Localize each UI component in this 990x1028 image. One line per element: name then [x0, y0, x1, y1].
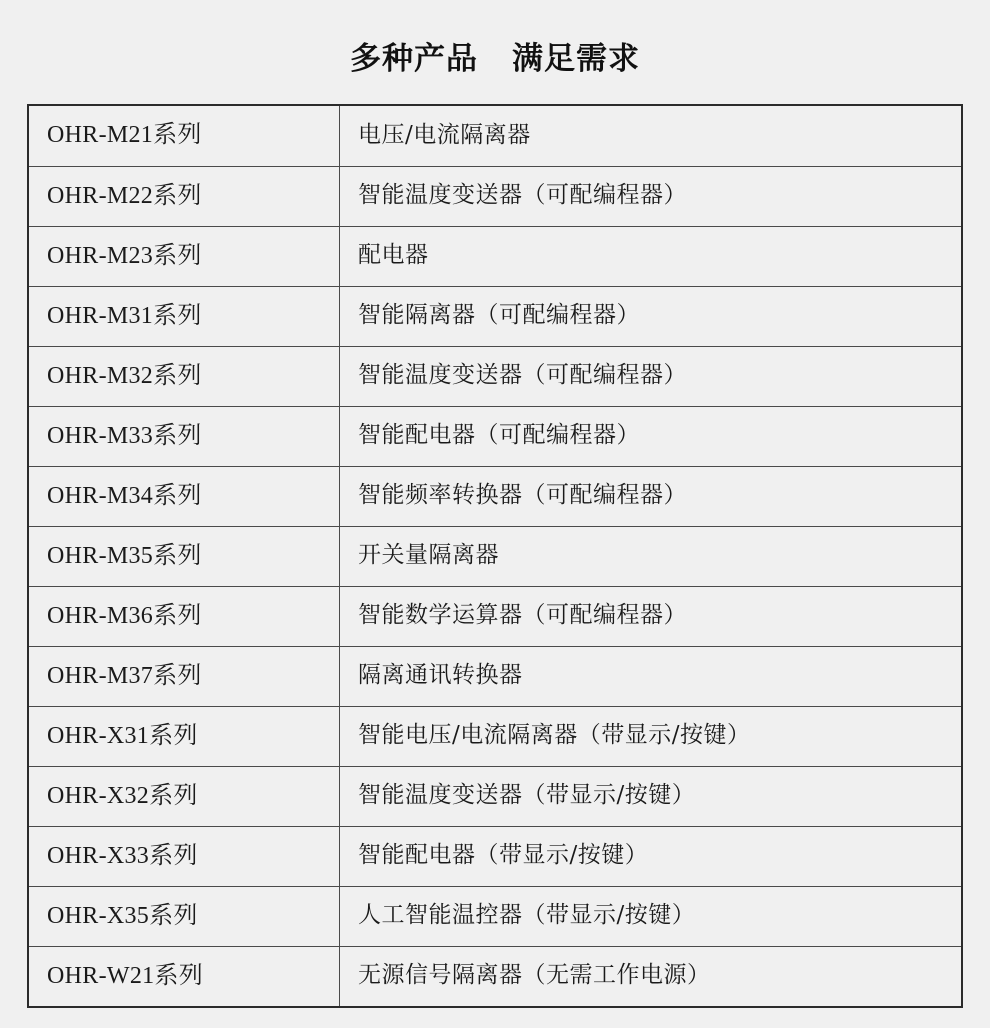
table-row [29, 226, 961, 286]
product-model: OHR-X32系列 [29, 766, 340, 826]
product-model: OHR-M35系列 [29, 526, 340, 586]
product-model: OHR-M23系列 [29, 226, 340, 286]
product-description: 智能温度变送器（带显示/按键） [340, 766, 962, 826]
product-description: 配电器 [340, 226, 962, 286]
table-row [29, 406, 961, 466]
table-row [29, 106, 961, 166]
product-model: OHR-M21系列 [29, 106, 340, 166]
product-description: 智能温度变送器（可配编程器） [340, 346, 962, 406]
product-model: OHR-M37系列 [29, 646, 340, 706]
product-description: 智能配电器（可配编程器） [340, 406, 962, 466]
table-row [29, 646, 961, 706]
product-description: 电压/电流隔离器 [340, 106, 962, 166]
page-title [0, 0, 990, 78]
product-model: OHR-M33系列 [29, 406, 340, 466]
product-description: 智能频率转换器（可配编程器） [340, 466, 962, 526]
page-title-part-2: 满足需求 [512, 41, 640, 77]
product-model: OHR-X33系列 [29, 826, 340, 886]
product-description: 隔离通讯转换器 [340, 646, 962, 706]
product-description: 人工智能温控器（带显示/按键） [340, 886, 962, 946]
product-description: 智能配电器（带显示/按键） [340, 826, 962, 886]
product-model: OHR-W21系列 [29, 946, 340, 1006]
product-model: OHR-M32系列 [29, 346, 340, 406]
table-row [29, 526, 961, 586]
product-table [29, 106, 961, 1006]
page-title-part-1: 多种产品 [350, 41, 478, 77]
product-table-body [29, 106, 961, 1006]
product-description: 智能数学运算器（可配编程器） [340, 586, 962, 646]
product-description: 智能电压/电流隔离器（带显示/按键） [340, 706, 962, 766]
table-row [29, 766, 961, 826]
table-row [29, 166, 961, 226]
product-model: OHR-M34系列 [29, 466, 340, 526]
product-model: OHR-X35系列 [29, 886, 340, 946]
product-description: 智能隔离器（可配编程器） [340, 286, 962, 346]
table-row [29, 826, 961, 886]
table-row [29, 346, 961, 406]
table-row [29, 586, 961, 646]
product-model: OHR-M31系列 [29, 286, 340, 346]
product-description: 无源信号隔离器（无需工作电源） [340, 946, 962, 1006]
product-description: 智能温度变送器（可配编程器） [340, 166, 962, 226]
table-row [29, 466, 961, 526]
product-model: OHR-M22系列 [29, 166, 340, 226]
product-description: 开关量隔离器 [340, 526, 962, 586]
table-row [29, 886, 961, 946]
product-model: OHR-X31系列 [29, 706, 340, 766]
product-model: OHR-M36系列 [29, 586, 340, 646]
table-row [29, 706, 961, 766]
table-row [29, 286, 961, 346]
table-row [29, 946, 961, 1006]
product-table-container [27, 104, 963, 1008]
